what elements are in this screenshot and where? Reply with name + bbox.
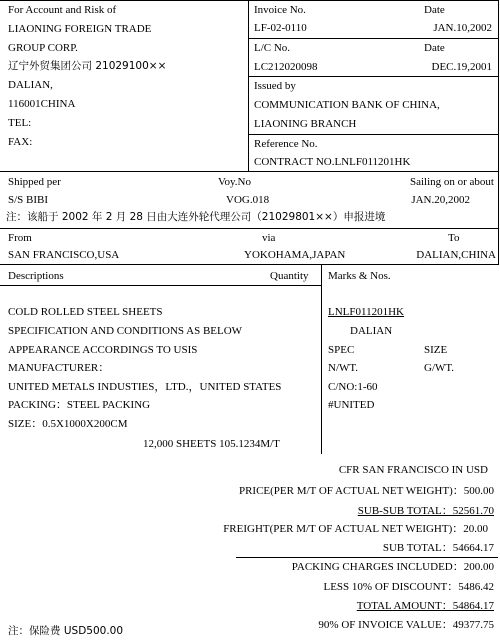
issued-line: LIAONING BRANCH (254, 118, 357, 130)
goods-quantity: 12,000 SHEETS 105.1234M/T (143, 438, 280, 450)
account-label: For Account and Risk of (8, 4, 117, 16)
freight: FREIGHT(PER M/T OF ACTUAL NET WEIGHT)：20.00 (223, 523, 488, 535)
sub-total-rule (236, 557, 498, 558)
header-divider (248, 0, 249, 171)
descriptions-label: Descriptions (8, 270, 64, 282)
shipped-label: Shipped per (8, 176, 61, 188)
shipping-bottom-line (0, 228, 499, 229)
to-label: To (448, 232, 460, 244)
invoice-divider (248, 38, 499, 39)
route-bottom-line (0, 264, 499, 265)
marks-cno: C/NO:1-60 (328, 381, 378, 393)
goods-line: SIZE：0.5X1000X200CM (8, 418, 128, 430)
unit-price: PRICE(PER M/T OF ACTUAL NET WEIGHT)：500.00 (238, 485, 494, 497)
invoice-value: 90% OF INVOICE VALUE：49377.75 (318, 619, 494, 631)
total-amount: TOTAL AMOUNT：54864.17 (356, 600, 494, 612)
discount: LESS 10% OF DISCOUNT：5486.42 (323, 581, 494, 593)
shipping-note: 注：该船于 2002 年 2 月 28 日由大连外轮代理公司（21029801××）申报进境 (6, 211, 386, 223)
issued-line: COMMUNICATION BANK OF CHINA, (254, 99, 440, 111)
issued-label: Issued by (254, 80, 296, 92)
lc-divider (248, 76, 499, 77)
marks-code: LNLF011201HK (328, 306, 404, 318)
tel-label: TEL: (8, 117, 32, 129)
lc-number: LC212020098 (254, 61, 318, 73)
from-value: SAN FRANCISCO,USA (8, 249, 120, 261)
lc-date-label: Date (424, 42, 445, 54)
goods-line: PACKING：STEEL PACKING (8, 399, 151, 411)
header-bottom-line (0, 171, 499, 172)
from-label: From (8, 232, 32, 244)
account-line: LIAONING FOREIGN TRADE (8, 23, 152, 35)
via-label: via (262, 232, 276, 244)
goods-line: UNITED METALS INDUSTIES，LTD.，UNITED STATES (8, 381, 282, 393)
packing-charges: PACKING CHARGES INCLUDED：200.00 (291, 561, 494, 573)
sub-sub-total: SUB-SUB TOTAL：52561.70 (357, 505, 494, 517)
sailing-label: Sailing on or about (409, 176, 494, 188)
shipped-value: S/S BIBI (8, 194, 49, 206)
to-value: DALIAN,CHINA (416, 249, 496, 261)
voy-label: Voy.No (218, 176, 252, 188)
sailing-date: JAN.20,2002 (411, 194, 470, 206)
marks-gwt: G/WT. (424, 362, 455, 374)
lc-date: DEC.19,2001 (431, 61, 492, 73)
marks-size: SIZE (424, 344, 448, 356)
goods-line: APPEARANCE ACCORDINGS TO USIS (8, 344, 198, 356)
reference-divider (248, 134, 499, 135)
goods-line: MANUFACTURER： (8, 362, 110, 374)
goods-header-line (0, 285, 322, 286)
account-line: DALIAN, (8, 79, 53, 91)
goods-line: COLD ROLLED STEEL SHEETS (8, 306, 163, 318)
marks-spec: SPEC (328, 344, 355, 356)
sub-total: SUB TOTAL：54664.17 (382, 542, 494, 554)
invoice-date: JAN.10,2002 (433, 22, 492, 34)
marks-nwt: N/WT. (328, 362, 359, 374)
fax-label: FAX: (8, 136, 33, 148)
goods-line: SPECIFICATION AND CONDITIONS AS BELOW (8, 325, 243, 337)
invoice-label: Invoice No. (254, 4, 306, 16)
marks-city: DALIAN (350, 325, 393, 337)
voy-value: VOG.018 (226, 194, 270, 206)
reference-label: Reference No. (254, 138, 318, 150)
lc-label: L/C No. (254, 42, 291, 54)
account-line: 辽宁外贸集团公司 21029100×× (8, 60, 167, 72)
account-line: GROUP CORP. (8, 42, 78, 54)
account-line: 116001CHINA (8, 98, 76, 110)
top-border (0, 0, 499, 1)
marks-brand: #UNITED (328, 399, 375, 411)
goods-marks-divider (321, 264, 322, 454)
price-terms: CFR SAN FRANCISCO IN USD (338, 464, 488, 476)
insurance-note: 注：保险费 USD500.00 (8, 625, 124, 637)
right-border (498, 0, 499, 264)
quantity-label: Quantity (270, 270, 309, 282)
invoice-date-label: Date (424, 4, 445, 16)
reference-value: CONTRACT NO.LNLF011201HK (254, 156, 411, 168)
via-value: YOKOHAMA,JAPAN (244, 249, 346, 261)
invoice-number: LF-02-0110 (254, 22, 307, 34)
marks-label: Marks & Nos. (328, 270, 391, 282)
